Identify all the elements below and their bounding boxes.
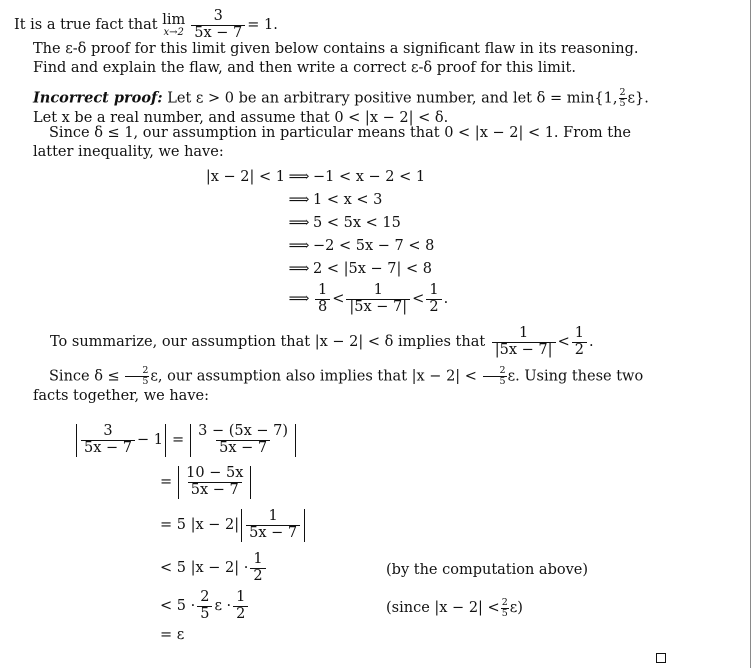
page-edge-rule xyxy=(750,0,751,668)
calc-note-2: (since |x − 2| < 2 5 ε) xyxy=(386,597,523,619)
calc-row-1: $\frac{3}{5x - 7}$ − 1 = $\frac{3 - (5x - 7)}{5x - 7}$ xyxy=(74,424,298,457)
chain-row: ⟹ −2 < 5x − 7 < 8 xyxy=(288,238,435,254)
calc-row-4: < 5 |x − 2| · $\frac{1}{2}$ xyxy=(160,552,268,585)
chain-row: ⟹ 2 < |5x − 7| < 8 xyxy=(288,261,432,277)
intro-lead: It is a true fact that xyxy=(14,17,158,33)
calc-row-6: = ε xyxy=(160,627,185,643)
intro-fraction: $\frac{3}{5x - 7}$ xyxy=(191,9,245,42)
proof-third-paragraph: Since δ ≤ $\frac{2}{5}$ ε, our assumption also implies that |x − 2| < $\frac{2}{5}$ ε. Using these two facts together, we have: xyxy=(33,365,644,404)
chain-row-fractions: ⟹ $\frac{1}{8}$ < $\frac{1}{|5x - 7|}$ < $\frac{1}{2}$ . xyxy=(288,282,449,315)
proof-intro-paragraph: Incorrect proof: Let ε > 0 be an arbitrary positive number, and let δ = min{1, $\frac{2}{5}$ ε}. Let x be a real number, and assume that 0 < |x − 2| < δ. xyxy=(33,87,649,126)
calc-row-3: = 5 |x − 2| $\frac{1}{5x - 7}$ xyxy=(160,509,307,542)
calc-note-1: (by the computation above) xyxy=(386,562,589,578)
chain-row: ⟹ 1 < x < 3 xyxy=(288,192,383,208)
calc-row-2: = $\frac{10 - 5x}{5x - 7}$ xyxy=(160,466,253,499)
chain-row: |x − 2| < 1 ⟹ −1 < x − 2 < 1 xyxy=(205,169,426,185)
task-paragraph: The ε-δ proof for this limit given below contains a significant flaw in its reasoning. Find and explain the flaw, and then write a correct ε-δ proof for this limit. xyxy=(33,41,639,76)
qed-box-icon xyxy=(656,653,666,663)
chain-row: ⟹ 5 < 5x < 15 xyxy=(288,215,401,231)
intro-tail: = 1. xyxy=(247,17,278,33)
proof-second-paragraph: Since δ ≤ 1, our assumption in particular means that 0 < |x − 2| < 1. From the latter inequality, we have: xyxy=(33,125,631,160)
calc-row-5: < 5 · $\frac{2}{5}$ ε · $\frac{1}{2}$ xyxy=(160,590,250,623)
implication-chain xyxy=(203,166,448,316)
limit-operator: lim x→2 xyxy=(162,12,186,38)
intro-statement xyxy=(14,6,278,44)
proof-label: Incorrect proof: xyxy=(33,89,163,107)
two-fifths-fraction: $\frac{2}{5}$ xyxy=(619,87,626,109)
summary-line: To summarize, our assumption that |x − 2| < δ implies that $\frac{1}{|5x - 7|}$ < $\frac{1}{2}$ . xyxy=(50,325,594,358)
